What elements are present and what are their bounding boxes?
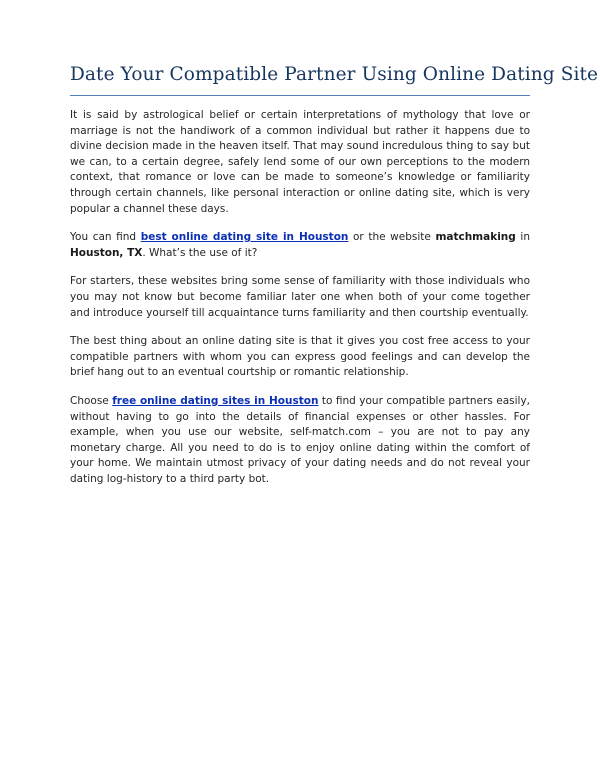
title-underline-divider (70, 95, 530, 96)
paragraph-find-site-lead: You can find (70, 231, 141, 244)
best-online-dating-site-link[interactable]: best online dating site in Houston (140, 231, 349, 244)
paragraph-familiarity: For starters, these websites bring some sense of familiarity with those individuals who you may not know but become familiar later one when both of your come together and introduce yourself till acquaintance turns familiarity and then courtship eventually. (70, 275, 530, 319)
houston-tx-keyword: Houston, TX (70, 246, 143, 259)
paragraph-choose-free-tail: to find your compatible partners easily, without having to go into the details of financial expenses or other hassles. For example, when you use our website, self-match.com – you are not to pay any monetary charge. All you need to do is to enjoy online dating within the comfort of your home. We maintain utmost privacy of your dating needs and do not reveal your dating log-history to a third party bot. (70, 394, 530, 485)
paragraph-choose-free-lead: Choose (70, 394, 113, 407)
paragraph-intro: It is said by astrological belief or certain interpretations of mythology that love or marriage is not the handiwork of a common individual but rather it happens due to divine decision made in the heaven itself. That may sound incredulous thing to say but we can, to a certain degree, safely lend some of our own perceptions to the modern context, that romance or love can be made to someone’s knowledge or familiarity through certain channels, like personal interaction or online dating site, which is very popular a channel these days. (70, 109, 530, 215)
matchmaking-keyword: matchmaking (435, 231, 516, 244)
paragraph-find-site-in: in (515, 231, 530, 244)
document-title: Date Your Compatible Partner Using Online Dating Site (70, 64, 599, 85)
free-online-dating-sites-link[interactable]: free online dating sites in Houston (112, 394, 319, 407)
paragraph-find-site-middle: or the website (348, 231, 436, 244)
paragraph-best-thing: The best thing about an online dating site is that it gives you cost free access to your compatible partners with whom you can express good feelings and can develop the brief hang out to an eventual courtship or romantic relationship. (70, 335, 530, 379)
paragraph-choose-free (70, 394, 530, 488)
document-body (70, 108, 530, 500)
paragraph-find-site (70, 230, 530, 261)
paragraph-find-site-tail: . What’s the use of it? (142, 246, 258, 259)
